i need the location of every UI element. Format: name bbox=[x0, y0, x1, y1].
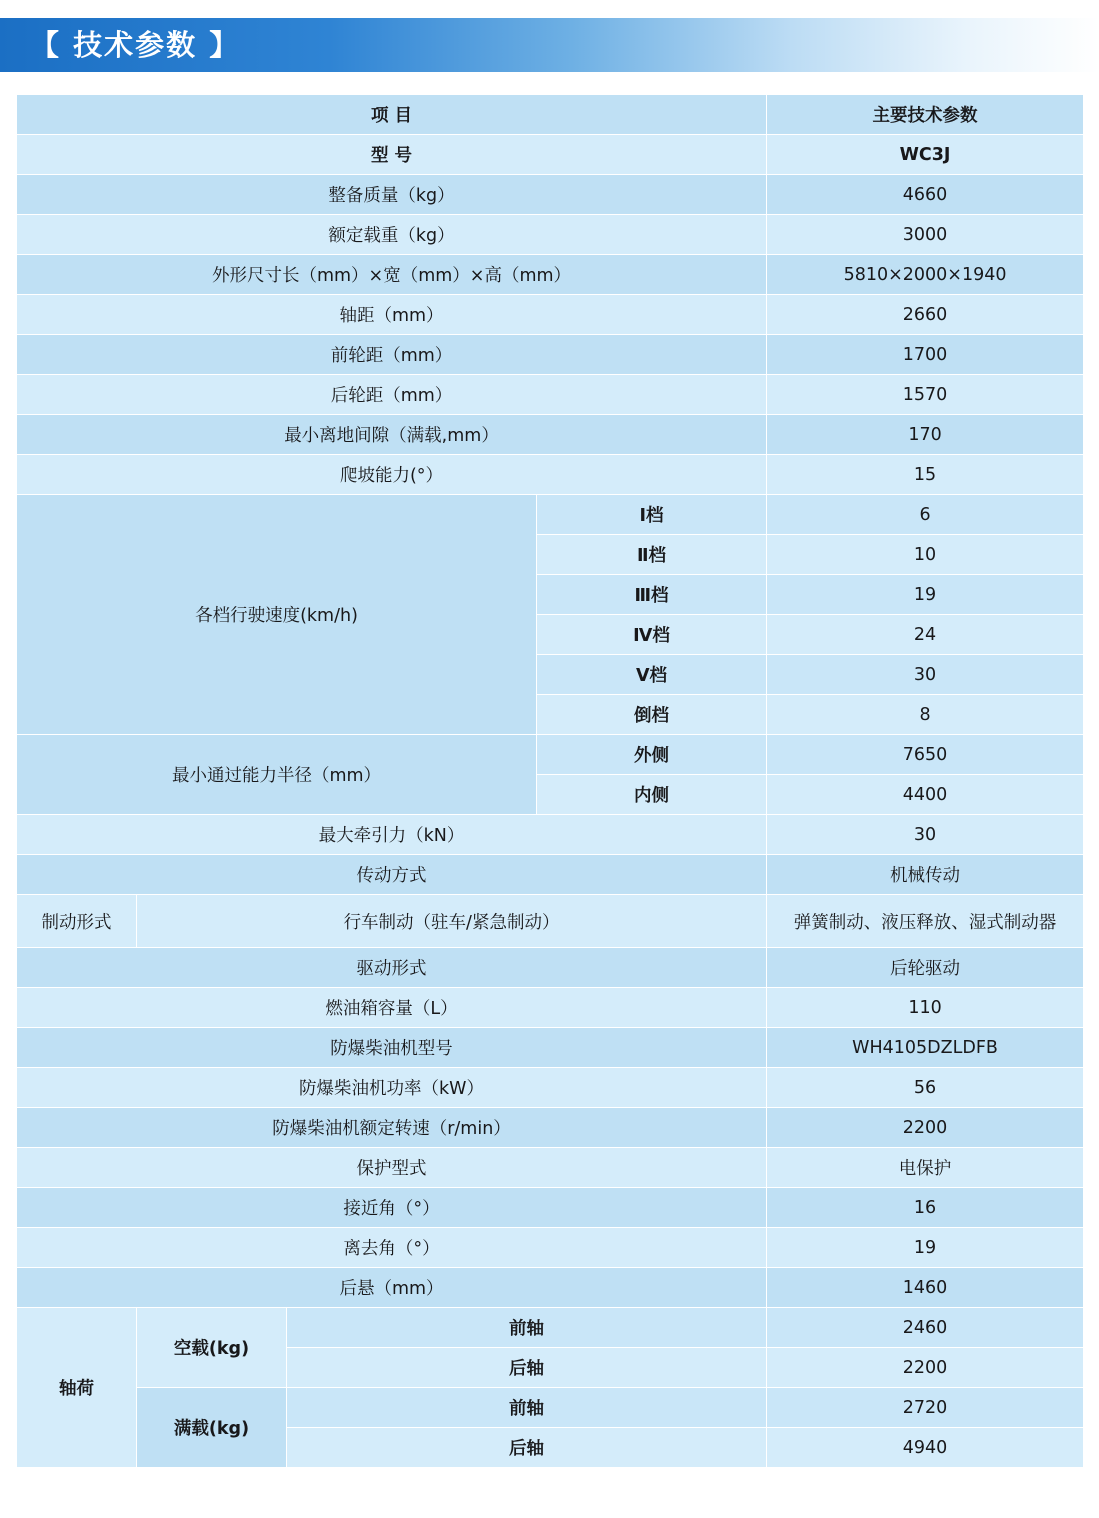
row-value: 56 bbox=[767, 1068, 1084, 1108]
gear-name: Ⅲ档 bbox=[537, 575, 767, 615]
table-row bbox=[17, 175, 1084, 215]
table-row bbox=[17, 295, 1084, 335]
row-label: 额定载重（kg） bbox=[17, 215, 767, 255]
table-row-axle bbox=[17, 1388, 1084, 1428]
row-label: 轴距（mm） bbox=[17, 295, 767, 335]
turn-item-name: 外侧 bbox=[537, 735, 767, 775]
row-value: 16 bbox=[767, 1188, 1084, 1228]
table-row bbox=[17, 988, 1084, 1028]
table-row-speed bbox=[17, 495, 1084, 535]
row-value: WH4105DZLDFB bbox=[767, 1028, 1084, 1068]
spec-table-container bbox=[0, 72, 1099, 1468]
axle-item-name: 前轴 bbox=[287, 1388, 767, 1428]
row-value: 30 bbox=[767, 815, 1084, 855]
column-header-value: 主要技术参数 bbox=[767, 95, 1084, 135]
row-value: 110 bbox=[767, 988, 1084, 1028]
table-row bbox=[17, 335, 1084, 375]
row-label: 后轮距（mm） bbox=[17, 375, 767, 415]
table-row-turn bbox=[17, 735, 1084, 775]
axle-item-name: 后轴 bbox=[287, 1428, 767, 1468]
axle-item-value: 4940 bbox=[767, 1428, 1084, 1468]
table-row-brake bbox=[17, 895, 1084, 948]
gear-name: Ⅱ档 bbox=[537, 535, 767, 575]
row-value: WC3J bbox=[767, 135, 1084, 175]
row-value: 4660 bbox=[767, 175, 1084, 215]
table-row bbox=[17, 375, 1084, 415]
table-row bbox=[17, 1108, 1084, 1148]
axle-item-value: 2200 bbox=[767, 1348, 1084, 1388]
gear-value: 10 bbox=[767, 535, 1084, 575]
table-row bbox=[17, 815, 1084, 855]
table-row bbox=[17, 1148, 1084, 1188]
row-label: 后悬（mm） bbox=[17, 1268, 767, 1308]
speed-group-label: 各档行驶速度(km/h) bbox=[17, 495, 537, 735]
row-value: 1460 bbox=[767, 1268, 1084, 1308]
page-header-banner bbox=[0, 18, 1099, 72]
row-label: 离去角（°） bbox=[17, 1228, 767, 1268]
gear-name: 倒档 bbox=[537, 695, 767, 735]
axle-set-name: 空载(kg) bbox=[137, 1308, 287, 1388]
row-label: 防爆柴油机功率（kW） bbox=[17, 1068, 767, 1108]
table-row-axle bbox=[17, 1308, 1084, 1348]
axle-item-name: 前轴 bbox=[287, 1308, 767, 1348]
table-header-row bbox=[17, 95, 1084, 135]
table-row bbox=[17, 1028, 1084, 1068]
row-value: 19 bbox=[767, 1228, 1084, 1268]
row-label: 接近角（°） bbox=[17, 1188, 767, 1228]
table-row bbox=[17, 215, 1084, 255]
table-row bbox=[17, 1228, 1084, 1268]
row-label: 驱动形式 bbox=[17, 948, 767, 988]
row-label: 前轮距（mm） bbox=[17, 335, 767, 375]
axle-item-name: 后轴 bbox=[287, 1348, 767, 1388]
turn-item-name: 内侧 bbox=[537, 775, 767, 815]
row-value: 3000 bbox=[767, 215, 1084, 255]
row-value: 2200 bbox=[767, 1108, 1084, 1148]
column-header-item: 项 目 bbox=[17, 95, 767, 135]
row-value: 1700 bbox=[767, 335, 1084, 375]
axle-item-value: 2720 bbox=[767, 1388, 1084, 1428]
brake-group-label: 制动形式 bbox=[17, 895, 137, 948]
row-label: 整备质量（kg） bbox=[17, 175, 767, 215]
gear-name: Ⅳ档 bbox=[537, 615, 767, 655]
row-value: 15 bbox=[767, 455, 1084, 495]
page-title: 【 技术参数 】 bbox=[30, 27, 241, 62]
row-label: 传动方式 bbox=[17, 855, 767, 895]
row-label: 型 号 bbox=[17, 135, 767, 175]
table-row bbox=[17, 135, 1084, 175]
row-label: 保护型式 bbox=[17, 1148, 767, 1188]
row-label: 燃油箱容量（L） bbox=[17, 988, 767, 1028]
row-label: 外形尺寸长（mm）×宽（mm）×高（mm） bbox=[17, 255, 767, 295]
brake-value: 弹簧制动、液压释放、湿式制动器 bbox=[767, 895, 1084, 948]
table-row bbox=[17, 948, 1084, 988]
gear-value: 8 bbox=[767, 695, 1084, 735]
gear-value: 6 bbox=[767, 495, 1084, 535]
table-row bbox=[17, 1068, 1084, 1108]
axle-item-value: 2460 bbox=[767, 1308, 1084, 1348]
row-value: 1570 bbox=[767, 375, 1084, 415]
turn-group-label: 最小通过能力半径（mm） bbox=[17, 735, 537, 815]
table-row bbox=[17, 1188, 1084, 1228]
brake-sub-label: 行车制动（驻车/紧急制动） bbox=[137, 895, 767, 948]
gear-value: 30 bbox=[767, 655, 1084, 695]
table-row bbox=[17, 415, 1084, 455]
gear-name: Ⅴ档 bbox=[537, 655, 767, 695]
row-value: 5810×2000×1940 bbox=[767, 255, 1084, 295]
gear-value: 24 bbox=[767, 615, 1084, 655]
row-value: 机械传动 bbox=[767, 855, 1084, 895]
turn-item-value: 7650 bbox=[767, 735, 1084, 775]
technical-parameters-table bbox=[16, 94, 1084, 1468]
row-value: 170 bbox=[767, 415, 1084, 455]
row-label: 防爆柴油机额定转速（r/min） bbox=[17, 1108, 767, 1148]
row-label: 最大牵引力（kN） bbox=[17, 815, 767, 855]
row-label: 爬坡能力(°） bbox=[17, 455, 767, 495]
table-row bbox=[17, 1268, 1084, 1308]
row-label: 防爆柴油机型号 bbox=[17, 1028, 767, 1068]
turn-item-value: 4400 bbox=[767, 775, 1084, 815]
table-row bbox=[17, 455, 1084, 495]
row-value: 2660 bbox=[767, 295, 1084, 335]
gear-value: 19 bbox=[767, 575, 1084, 615]
axle-set-name: 满载(kg) bbox=[137, 1388, 287, 1468]
axle-group-label: 轴荷 bbox=[17, 1308, 137, 1468]
table-row bbox=[17, 255, 1084, 295]
row-value: 电保护 bbox=[767, 1148, 1084, 1188]
row-value: 后轮驱动 bbox=[767, 948, 1084, 988]
row-label: 最小离地间隙（满载,mm） bbox=[17, 415, 767, 455]
gear-name: Ⅰ档 bbox=[537, 495, 767, 535]
table-row bbox=[17, 855, 1084, 895]
